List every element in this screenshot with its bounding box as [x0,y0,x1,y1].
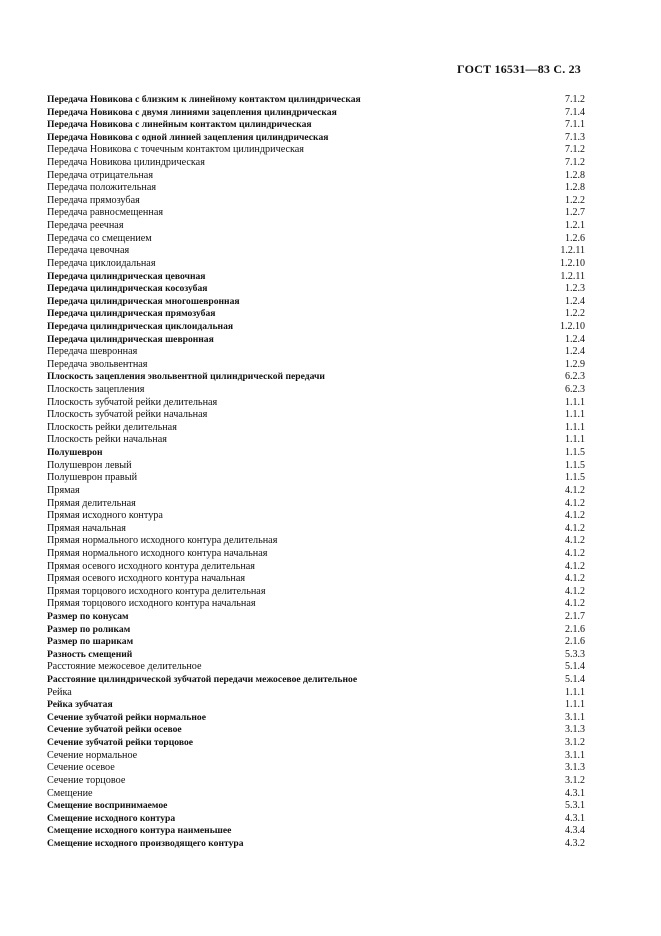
index-entry [47,624,585,637]
index-reference: 6.2.3 [565,371,585,383]
index-reference: 7.1.2 [565,94,585,105]
index-entry [47,296,585,309]
index-reference: 5.3.1 [565,800,585,812]
index-term: Сечение зубчатой рейки торцовое [47,737,194,749]
index-term: Передача шевронная [47,346,138,358]
index-reference: 3.1.3 [565,762,585,774]
index-term: Прямая торцового исходного контура делительная [47,585,266,597]
index-reference: 1.2.4 [565,346,585,358]
index-entry [47,107,585,120]
index-reference: 1.2.1 [565,220,585,232]
index-entry [47,334,585,347]
index-reference: 7.1.4 [565,106,585,118]
index-reference: 2.1.6 [565,636,585,648]
index-term: Смещение исходного контура [47,812,176,824]
index-term: Полушеврон [47,447,103,459]
index-entry [47,636,585,649]
index-term: Передача отрицательная [47,169,154,181]
index-term: Передача цилиндрическая многошевронная [47,295,240,307]
index-reference: 1.1.5 [565,447,585,459]
index-reference: 7.1.2 [565,157,585,169]
index-term: Передача равносмещенная [47,207,164,219]
index-entry [47,586,585,599]
index-term: Расстояние межосевое делительное [47,661,202,673]
index-reference: 4.3.1 [565,787,585,799]
index-reference: 1.2.2 [565,308,585,320]
index-reference: 4.1.2 [565,510,585,522]
index-entry [47,674,585,687]
index-entry [47,649,585,662]
index-term: Полушеврон правый [47,472,138,484]
index-term: Сечение торцовое [47,774,126,786]
index-reference: 5.1.4 [565,674,585,686]
index-term: Передача цилиндрическая косозубая [47,283,208,295]
index-reference: 2.1.6 [565,623,585,635]
index-reference: 4.3.2 [565,837,585,849]
index-reference: 1.2.10 [560,257,585,269]
index-entry [47,258,585,271]
index-term: Прямая исходного контура [47,510,163,522]
index-entry [47,321,585,334]
index-entry [47,548,585,561]
index-reference: 3.1.2 [565,774,585,786]
index-term: Передача Новикова с линейным контактом цилиндрическая [47,119,312,131]
index-entry [47,460,585,473]
index-term: Передача Новикова с одной линией зацепления цилиндрическая [47,131,329,143]
index-term: Передача цевочная [47,245,130,257]
term-index-list [47,94,585,851]
index-reference: 7.1.2 [565,144,585,156]
index-term: Передача Новикова с двумя линиями зацепления цилиндрическая [47,106,337,118]
index-entry [47,687,585,700]
index-term: Смещение исходного производящего контура [47,837,244,849]
index-reference: 4.1.2 [565,522,585,534]
index-term: Передача прямозубая [47,194,140,206]
index-term: Плоскость рейки начальная [47,434,167,446]
index-entry [47,825,585,838]
index-entry [47,750,585,763]
index-entry [47,245,585,258]
index-reference: 1.2.8 [565,169,585,181]
index-term: Плоскость рейки делительная [47,421,177,433]
index-entry [47,498,585,511]
index-entry [47,775,585,788]
index-term: Передача циклоидальная [47,257,156,269]
index-reference: 2.1.7 [565,610,585,622]
index-entry [47,447,585,460]
index-entry [47,561,585,574]
index-reference: 7.1.1 [565,119,585,131]
index-entry [47,838,585,851]
index-entry [47,132,585,145]
index-reference: 4.1.2 [565,573,585,585]
index-entry [47,724,585,737]
index-entry [47,157,585,170]
index-entry [47,119,585,132]
index-term: Передача Новикова цилиндрическая [47,157,205,169]
index-term: Сечение осевое [47,762,115,774]
index-reference: 1.2.3 [565,283,585,295]
index-entry [47,144,585,157]
index-entry [47,308,585,321]
index-entry [47,283,585,296]
index-term: Плоскость зубчатой рейки начальная [47,409,208,421]
index-term: Передача цилиндрическая прямозубая [47,308,216,320]
index-entry [47,371,585,384]
index-term: Расстояние цилиндрической зубчатой передачи межосевое делительное [47,674,358,686]
index-term: Сечение зубчатой рейки осевое [47,724,182,736]
index-reference: 6.2.3 [565,384,585,396]
index-term: Прямая нормального исходного контура начальная [47,547,268,559]
index-term: Передача Новикова с точечным контактом цилиндрическая [47,144,304,156]
index-entry [47,800,585,813]
index-reference: 5.3.3 [565,648,585,660]
index-entry [47,699,585,712]
index-term: Передача цилиндрическая шевронная [47,333,214,345]
index-entry [47,94,585,107]
index-entry [47,182,585,195]
index-reference: 5.1.4 [565,661,585,673]
index-reference: 3.1.2 [565,737,585,749]
index-reference: 1.1.1 [565,396,585,408]
index-reference: 7.1.3 [565,131,585,143]
index-entry [47,712,585,725]
index-reference: 4.1.2 [565,484,585,496]
index-reference: 3.1.3 [565,724,585,736]
index-entry [47,359,585,372]
index-term: Прямая торцового исходного контура начальная [47,598,256,610]
index-reference: 3.1.1 [565,711,585,723]
page-header: ГОСТ 16531—83 С. 23 [457,62,581,76]
index-entry [47,485,585,498]
index-entry [47,220,585,233]
index-entry [47,661,585,674]
index-reference: 4.1.2 [565,535,585,547]
index-term: Размер по конусам [47,610,129,622]
index-reference: 1.2.11 [560,270,585,282]
index-reference: 4.1.2 [565,598,585,610]
index-entry [47,233,585,246]
index-term: Плоскость зацепления [47,384,145,396]
index-reference: 4.3.1 [565,812,585,824]
index-reference: 1.2.10 [560,320,585,332]
index-entry [47,422,585,435]
index-reference: 4.1.2 [565,547,585,559]
index-reference: 1.2.8 [565,182,585,194]
index-term: Размер по роликам [47,623,131,635]
index-entry [47,170,585,183]
index-reference: 1.2.4 [565,295,585,307]
index-term: Прямая делительная [47,497,136,509]
index-entry [47,788,585,801]
index-reference: 4.1.2 [565,585,585,597]
index-entry [47,271,585,284]
index-entry [47,207,585,220]
index-reference: 1.2.2 [565,194,585,206]
index-entry [47,611,585,624]
index-reference: 4.1.2 [565,497,585,509]
index-reference: 1.1.1 [565,686,585,698]
index-entry [47,397,585,410]
index-term: Передача эвольвентная [47,358,148,370]
index-term: Прямая начальная [47,522,126,534]
index-term: Размер по шарикам [47,636,134,648]
index-term: Полушеврон левый [47,459,132,471]
index-entry [47,523,585,536]
index-term: Плоскость зубчатой рейки делительная [47,396,218,408]
index-term: Плоскость зацепления эвольвентной цилиндрической передачи [47,371,325,383]
index-entry [47,598,585,611]
index-reference: 1.2.4 [565,333,585,345]
index-term: Смещение [47,787,93,799]
index-entry [47,195,585,208]
index-reference: 1.1.1 [565,699,585,711]
index-term: Прямая осевого исходного контура делительная [47,560,255,572]
index-entry [47,535,585,548]
index-reference: 1.2.7 [565,207,585,219]
index-term: Передача Новикова с близким к линейному контактом цилиндрическая [47,94,361,105]
index-entry [47,573,585,586]
index-term: Сечение зубчатой рейки нормальное [47,711,206,723]
index-term: Прямая нормального исходного контура делительная [47,535,278,547]
index-entry [47,384,585,397]
index-entry [47,346,585,359]
index-reference: 3.1.1 [565,749,585,761]
index-term: Прямая [47,484,80,496]
index-reference: 1.1.1 [565,421,585,433]
index-term: Передача цилиндрическая цевочная [47,270,206,282]
index-term: Передача цилиндрическая циклоидальная [47,320,234,332]
index-entry [47,762,585,775]
index-reference: 1.2.9 [565,358,585,370]
index-reference: 1.2.11 [560,245,585,257]
index-term: Рейка [47,686,72,698]
index-reference: 1.1.5 [565,472,585,484]
index-entry [47,434,585,447]
index-term: Передача положительная [47,182,157,194]
index-reference: 1.1.1 [565,409,585,421]
index-term: Разность смещений [47,648,133,660]
index-term: Смещение воспринимаемое [47,800,168,812]
index-term: Рейка зубчатая [47,699,113,711]
index-term: Передача реечная [47,220,124,232]
index-entry [47,737,585,750]
index-entry [47,813,585,826]
index-term: Прямая осевого исходного контура начальная [47,573,246,585]
index-entry [47,472,585,485]
index-term: Сечение нормальное [47,749,138,761]
index-reference: 4.1.2 [565,560,585,572]
index-reference: 1.1.1 [565,434,585,446]
index-term: Смещение исходного контура наименьшее [47,825,232,837]
index-reference: 4.3.4 [565,825,585,837]
index-reference: 1.1.5 [565,459,585,471]
index-reference: 1.2.6 [565,232,585,244]
index-term: Передача со смещением [47,232,152,244]
index-entry [47,409,585,422]
index-entry [47,510,585,523]
